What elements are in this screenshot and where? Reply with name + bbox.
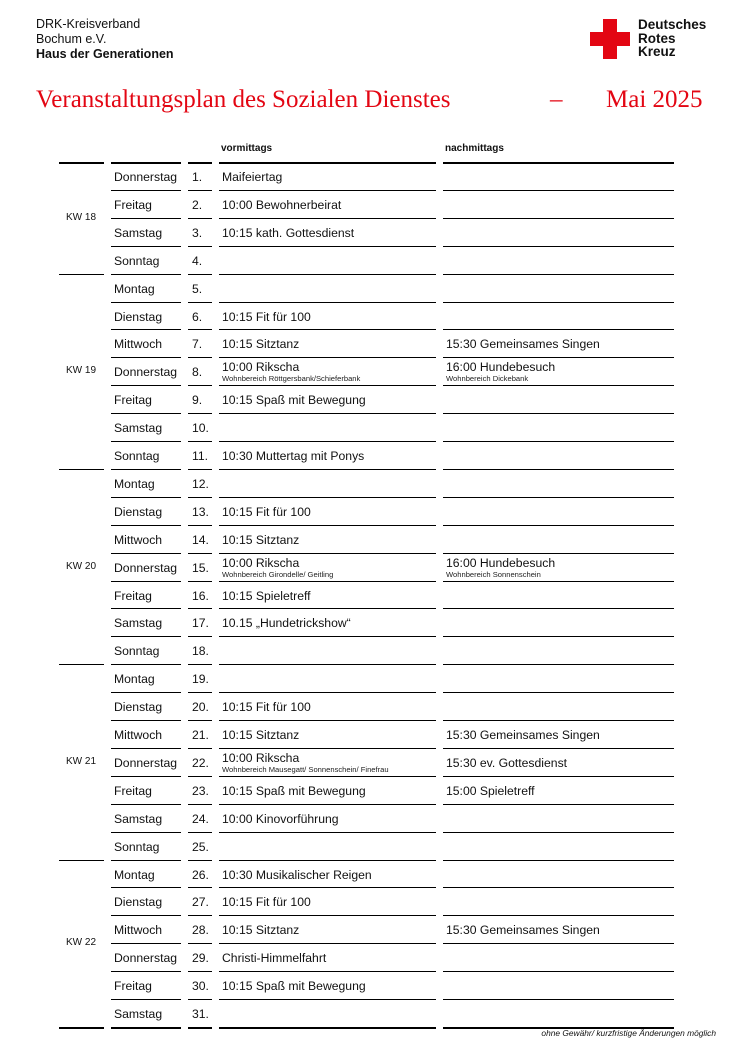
weekday-cell: Donnerstag [114,170,178,184]
title-main: Veranstaltungsplan des Sozialen Dienstes [36,86,451,113]
row-divider [443,497,674,498]
row-divider [443,441,674,442]
logo-text: Deutsches Rotes Kreuz [638,17,707,59]
weekday-cell: Mittwoch [114,728,163,742]
row-divider [443,525,674,526]
row-divider [111,636,181,637]
morning-event: 10:00 Rikscha [222,555,300,570]
date-cell: 4. [192,253,203,268]
row-divider [188,887,212,888]
row-divider [443,664,674,665]
row-divider [443,274,674,275]
weekday-cell: Samstag [114,225,163,240]
calendar-week-label: KW 19 [66,365,97,377]
row-divider [188,692,212,693]
row-divider [219,1027,436,1029]
row-divider [188,608,212,609]
morning-event: 10:00 Kinovorführung [222,811,339,826]
row-divider [188,999,212,1000]
row-divider [111,246,181,247]
date-cell: 15. [192,560,209,575]
row-divider [188,218,212,219]
morning-event: 10:30 Musikalischer Reigen [222,867,372,882]
org-city: Bochum e.V. [36,32,107,46]
date-cell: 28. [192,923,209,938]
week-divider [59,860,104,861]
row-divider [219,608,436,609]
calendar-week-label: KW 21 [66,755,97,767]
afternoon-event: 16:00 Hundebesuch [446,555,556,570]
row-divider [219,246,436,247]
row-divider [443,190,674,191]
morning-event: 10:30 Muttertag mit Ponys [222,449,365,463]
weekday-cell: Dienstag [114,504,163,519]
weekday-cell: Montag [114,476,155,491]
date-cell: 16. [192,588,209,603]
row-divider [219,664,436,665]
date-cell: 10. [192,421,209,436]
row-divider [111,692,181,693]
row-divider [111,832,181,833]
row-divider [443,692,674,693]
row-divider [111,274,181,275]
table-top-border [219,162,436,164]
row-divider [111,581,181,582]
row-divider [219,581,436,582]
weekday-cell: Donnerstag [114,755,178,770]
week-divider [59,1027,104,1029]
column-header-morning: vormittags [221,143,273,154]
weekday-cell: Sonntag [114,253,160,268]
row-divider [443,636,674,637]
afternoon-event: 15:30 Gemeinsames Singen [446,923,600,938]
row-divider [188,832,212,833]
calendar-week-label: KW 18 [66,211,97,223]
morning-event-location: Wohnbereich Röttgersbank/Schieferbank [222,374,361,384]
row-divider [188,274,212,275]
date-cell: 12. [192,476,209,491]
row-divider [188,357,212,358]
table-top-border [59,162,104,164]
row-divider [443,608,674,609]
date-cell: 17. [192,616,209,631]
weekday-cell: Mittwoch [114,923,163,938]
morning-event-location: Wohnbereich Mausegatt/ Sonnenschein/ Finefrau [222,764,389,774]
row-divider [219,525,436,526]
weekday-cell: Donnerstag [114,365,178,380]
weekday-cell: Freitag [114,393,152,408]
table-top-border [443,162,674,164]
row-divider [219,776,436,777]
weekday-cell: Samstag [114,1007,163,1021]
weekday-cell: Freitag [114,783,152,798]
row-divider [219,190,436,191]
morning-event: 10:15 Sitztanz [222,337,300,352]
morning-event: 10:15 Fit für 100 [222,700,311,715]
weekday-cell: Montag [114,281,155,296]
date-cell: 24. [192,811,209,826]
row-divider [188,469,212,470]
weekday-cell: Montag [114,672,155,687]
row-divider [188,664,212,665]
row-divider [443,385,674,386]
afternoon-event: 15:30 ev. Gottesdienst [446,755,568,770]
table-top-border [188,162,212,164]
calendar-week-label: KW 20 [66,560,97,572]
weekday-cell: Donnerstag [114,951,178,966]
row-divider [111,887,181,888]
row-divider [219,469,436,470]
row-divider [219,218,436,219]
row-divider [188,860,212,861]
row-divider [219,385,436,386]
weekday-cell: Sonntag [114,839,160,854]
disclaimer: ohne Gewähr/ kurzfristige Änderungen möglich [541,1028,716,1038]
row-divider [219,999,436,1000]
row-divider [111,302,181,303]
row-divider [188,581,212,582]
org-house: Haus der Generationen [36,47,174,61]
row-divider [188,441,212,442]
row-divider [188,413,212,414]
date-cell: 18. [192,644,209,659]
row-divider [219,497,436,498]
morning-event: 10:15 Spaß mit Bewegung [222,979,366,994]
row-divider [443,553,674,554]
red-cross-logo [590,19,718,61]
morning-event: 10:15 Spaß mit Bewegung [222,783,366,798]
date-cell: 22. [192,755,209,770]
morning-event: 10.15 „Hundetrickshow“ [222,616,351,631]
row-divider [111,329,181,330]
row-divider [188,776,212,777]
row-divider [443,860,674,861]
row-divider [111,553,181,554]
row-divider [219,553,436,554]
row-divider [111,385,181,386]
org-name: DRK-Kreisverband [36,17,141,31]
morning-event: 10:15 Sitztanz [222,728,300,742]
weekday-cell: Freitag [114,979,152,994]
row-divider [219,887,436,888]
row-divider [188,720,212,721]
row-divider [111,413,181,414]
row-divider [219,274,436,275]
weekday-cell: Samstag [114,811,163,826]
date-cell: 21. [192,728,209,742]
date-cell: 2. [192,197,203,212]
row-divider [188,497,212,498]
row-divider [443,357,674,358]
weekday-cell: Freitag [114,588,152,603]
date-cell: 31. [192,1007,209,1021]
row-divider [219,636,436,637]
row-divider [443,776,674,777]
morning-event: Christi-Himmelfahrt [222,951,327,966]
row-divider [111,608,181,609]
morning-event: 10:15 Sitztanz [222,532,300,547]
date-cell: 6. [192,309,203,324]
row-divider [443,413,674,414]
row-divider [111,943,181,944]
row-divider [443,581,674,582]
weekday-cell: Sonntag [114,449,160,463]
row-divider [111,776,181,777]
weekday-cell: Montag [114,867,155,882]
row-divider [188,525,212,526]
date-cell: 1. [192,170,203,184]
weekday-cell: Sonntag [114,644,160,659]
date-cell: 5. [192,281,203,296]
date-cell: 26. [192,867,209,882]
date-cell: 11. [192,449,209,463]
week-divider [59,664,104,665]
row-divider [219,915,436,916]
row-divider [188,971,212,972]
afternoon-event: 15:30 Gemeinsames Singen [446,337,600,352]
row-divider [111,497,181,498]
row-divider [219,832,436,833]
week-divider [59,469,104,470]
weekday-cell: Samstag [114,421,163,436]
row-divider [443,887,674,888]
morning-event: 10:00 Rikscha [222,360,300,375]
row-divider [111,357,181,358]
row-divider [443,915,674,916]
row-divider [443,246,674,247]
morning-event: 10:15 Spaß mit Bewegung [222,393,366,408]
row-divider [111,860,181,861]
weekday-cell: Mittwoch [114,337,163,352]
afternoon-event: 15:30 Gemeinsames Singen [446,728,600,742]
row-divider [111,915,181,916]
row-divider [188,943,212,944]
row-divider [443,469,674,470]
row-divider [219,943,436,944]
row-divider [443,943,674,944]
date-cell: 29. [192,951,209,966]
weekday-cell: Mittwoch [114,532,163,547]
row-divider [188,748,212,749]
row-divider [111,190,181,191]
row-divider [111,720,181,721]
weekday-cell: Freitag [114,197,152,212]
date-cell: 27. [192,895,209,910]
row-divider [443,720,674,721]
red-cross-icon [590,19,630,59]
title-month: Mai 2025 [606,86,703,113]
row-divider [188,385,212,386]
row-divider [443,748,674,749]
row-divider [219,441,436,442]
row-divider [219,860,436,861]
row-divider [111,664,181,665]
weekday-cell: Donnerstag [114,560,178,575]
row-divider [111,748,181,749]
morning-event: 10:15 kath. Gottesdienst [222,225,355,240]
date-cell: 23. [192,783,209,798]
afternoon-event-location: Wohnbereich Sonnenschein [446,569,541,579]
row-divider [111,441,181,442]
morning-event: 10:15 Fit für 100 [222,504,311,519]
morning-event: 10:15 Fit für 100 [222,895,311,910]
organization-block [36,17,174,62]
weekday-cell: Samstag [114,616,163,631]
row-divider [111,218,181,219]
morning-event: Maifeiertag [222,170,283,184]
row-divider [111,469,181,470]
title-dash: – [550,86,563,113]
weekday-cell: Dienstag [114,700,163,715]
row-divider [188,190,212,191]
row-divider [219,357,436,358]
row-divider [188,246,212,247]
date-cell: 25. [192,839,209,854]
date-cell: 3. [192,225,203,240]
afternoon-event-location: Wohnbereich Dickebank [446,374,529,384]
row-divider [443,218,674,219]
row-divider [443,971,674,972]
row-divider [443,999,674,1000]
row-divider [188,1027,212,1029]
date-cell: 8. [192,365,203,380]
morning-event-location: Wohnbereich Girondelle/ Geitling [222,569,334,579]
row-divider [188,329,212,330]
date-cell: 14. [192,532,209,547]
morning-event: 10:15 Spieletreff [222,588,311,603]
morning-event: 10:15 Fit für 100 [222,309,311,324]
row-divider [188,302,212,303]
date-cell: 19. [192,672,209,687]
row-divider [219,302,436,303]
row-divider [111,999,181,1000]
calendar-week-label: KW 22 [66,937,97,949]
row-divider [219,748,436,749]
row-divider [111,525,181,526]
date-cell: 20. [192,700,209,715]
date-cell: 9. [192,393,203,408]
morning-event: 10:00 Bewohnerbeirat [222,197,342,212]
row-divider [111,804,181,805]
row-divider [443,832,674,833]
row-divider [188,804,212,805]
column-header-afternoon: nachmittags [445,143,504,154]
row-divider [443,804,674,805]
row-divider [443,302,674,303]
date-cell: 13. [192,504,209,519]
week-divider [59,274,104,275]
table-top-border [111,162,181,164]
row-divider [219,329,436,330]
row-divider [443,329,674,330]
row-divider [219,692,436,693]
row-divider [219,720,436,721]
morning-event: 10:15 Sitztanz [222,923,300,938]
weekday-cell: Dienstag [114,309,163,324]
row-divider [219,971,436,972]
date-cell: 7. [192,337,203,352]
afternoon-event: 16:00 Hundebesuch [446,360,556,375]
row-divider [111,1027,181,1029]
row-divider [111,971,181,972]
row-divider [219,413,436,414]
weekday-cell: Dienstag [114,895,163,910]
afternoon-event: 15:00 Spieletreff [446,783,535,798]
morning-event: 10:00 Rikscha [222,750,300,765]
row-divider [188,553,212,554]
date-cell: 30. [192,979,209,994]
row-divider [188,915,212,916]
row-divider [219,804,436,805]
row-divider [188,636,212,637]
